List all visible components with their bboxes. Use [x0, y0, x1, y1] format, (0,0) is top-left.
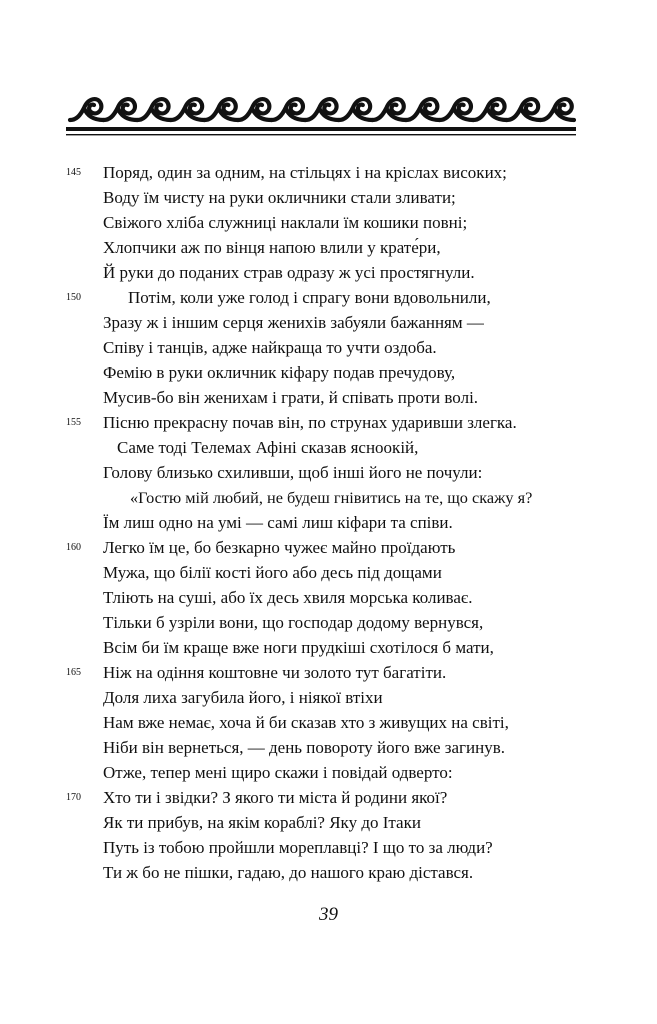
verse-line: Тільки б узріли вони, що господар додому вернувся,: [103, 613, 484, 632]
verse-line: Зразу ж і іншим серця женихів забуяли бажанням —: [103, 313, 484, 332]
verse-line: Як ти прибув, на якім кораблі? Яку до Ітаки: [103, 813, 421, 832]
wave-scroll: [171, 99, 205, 120]
wave-scroll: [540, 99, 574, 120]
wave-scroll: [339, 99, 373, 120]
verse-line: Нам вже немає, хоча й би сказав хто з живущих на світі,: [103, 713, 509, 732]
verse-line: Співу і танців, адже найкраща то учти оздоба.: [103, 338, 437, 357]
line-number: 150: [66, 292, 81, 303]
page-number: 39: [319, 904, 338, 925]
verse-line: Фемію в руки окличник кіфару подав пречудову,: [103, 363, 456, 382]
wave-scroll: [507, 99, 541, 120]
wave-scroll: [204, 99, 238, 120]
verse-line: Мужа, що білії кості його або десь під дощами: [103, 563, 442, 582]
wave-scroll: [473, 99, 507, 120]
verse-line: Мусив-бо він женихам і грати, й співать проти волі.: [103, 388, 479, 407]
verse-line: Воду їм чисту на руки окличники стали зливати;: [103, 188, 456, 207]
wave-scroll: [305, 99, 339, 120]
verse-line: Путь із тобою пройшли мореплавці? І що то за люди?: [103, 838, 493, 857]
wave-scroll: [70, 99, 104, 120]
wave-scroll: [372, 99, 406, 120]
wave-scroll: [238, 99, 272, 120]
verse-line: Хлопчики аж по вінця напою влили у крате́ри,: [103, 238, 441, 257]
wave-scroll: [440, 99, 474, 120]
line-number: 155: [66, 417, 81, 428]
verse-line: Тліють на суші, або їх десь хвиля морська коливає.: [103, 588, 473, 607]
verse-line: Потім, коли уже голод і спрагу вони вдовольнили,: [128, 288, 491, 307]
verse-line: Їм лиш одно на умі — самі лиш кіфари та співи.: [103, 513, 453, 532]
greek-wave-ornament: [66, 88, 576, 138]
wave-scroll: [137, 99, 171, 120]
line-number: 165: [66, 667, 81, 678]
verse-line: Легко їм це, бо безкарно чужеє майно проїдають: [103, 538, 456, 557]
verse-line: Хто ти і звідки? З якого ти міста й родини якої?: [103, 788, 448, 807]
ornament-rule-thick: [66, 127, 576, 131]
line-number: 160: [66, 542, 81, 553]
verse-line: Всім би їм краще вже ноги прудкіші схотілося б мати,: [103, 638, 494, 657]
verse-line: Отже, тепер мені щиро скажи і повідай одверто:: [103, 763, 453, 782]
verse-line: «Гостю мій любий, не будеш гнівитись на те, що скажу я?: [130, 488, 533, 507]
verse-line: Пісню прекрасну почав він, по струнах ударивши злегка.: [103, 413, 517, 432]
verse-line: Поряд, один за одним, на стільцях і на кріслах високих;: [103, 163, 507, 182]
verse-line: Доля лиха загубила його, і ніякої втіхи: [103, 688, 383, 707]
wave-scroll: [104, 99, 138, 120]
verse-line: Саме тоді Телемах Афіні сказав ясноокій,: [117, 438, 419, 457]
wave-scroll: [406, 99, 440, 120]
verse-line: Й руки до поданих страв одразу ж усі простягнули.: [103, 263, 475, 282]
verse-line: Свіжого хліба служниці наклали їм кошики повні;: [103, 213, 468, 232]
wave-scroll: [272, 99, 306, 120]
verse-line: Голову близько схиливши, щоб інші його не почули:: [103, 463, 483, 482]
line-number: 145: [66, 167, 81, 178]
verse-line: Ніж на одіння коштовне чи золото тут багатіти.: [103, 663, 447, 682]
line-number: 170: [66, 792, 81, 803]
ornament-rule-thin: [66, 134, 576, 135]
verse-line: Ти ж бо не пішки, гадаю, до нашого краю дістався.: [103, 863, 474, 882]
verse-line: Ніби він вернеться, — день повороту його вже загинув.: [103, 738, 505, 757]
